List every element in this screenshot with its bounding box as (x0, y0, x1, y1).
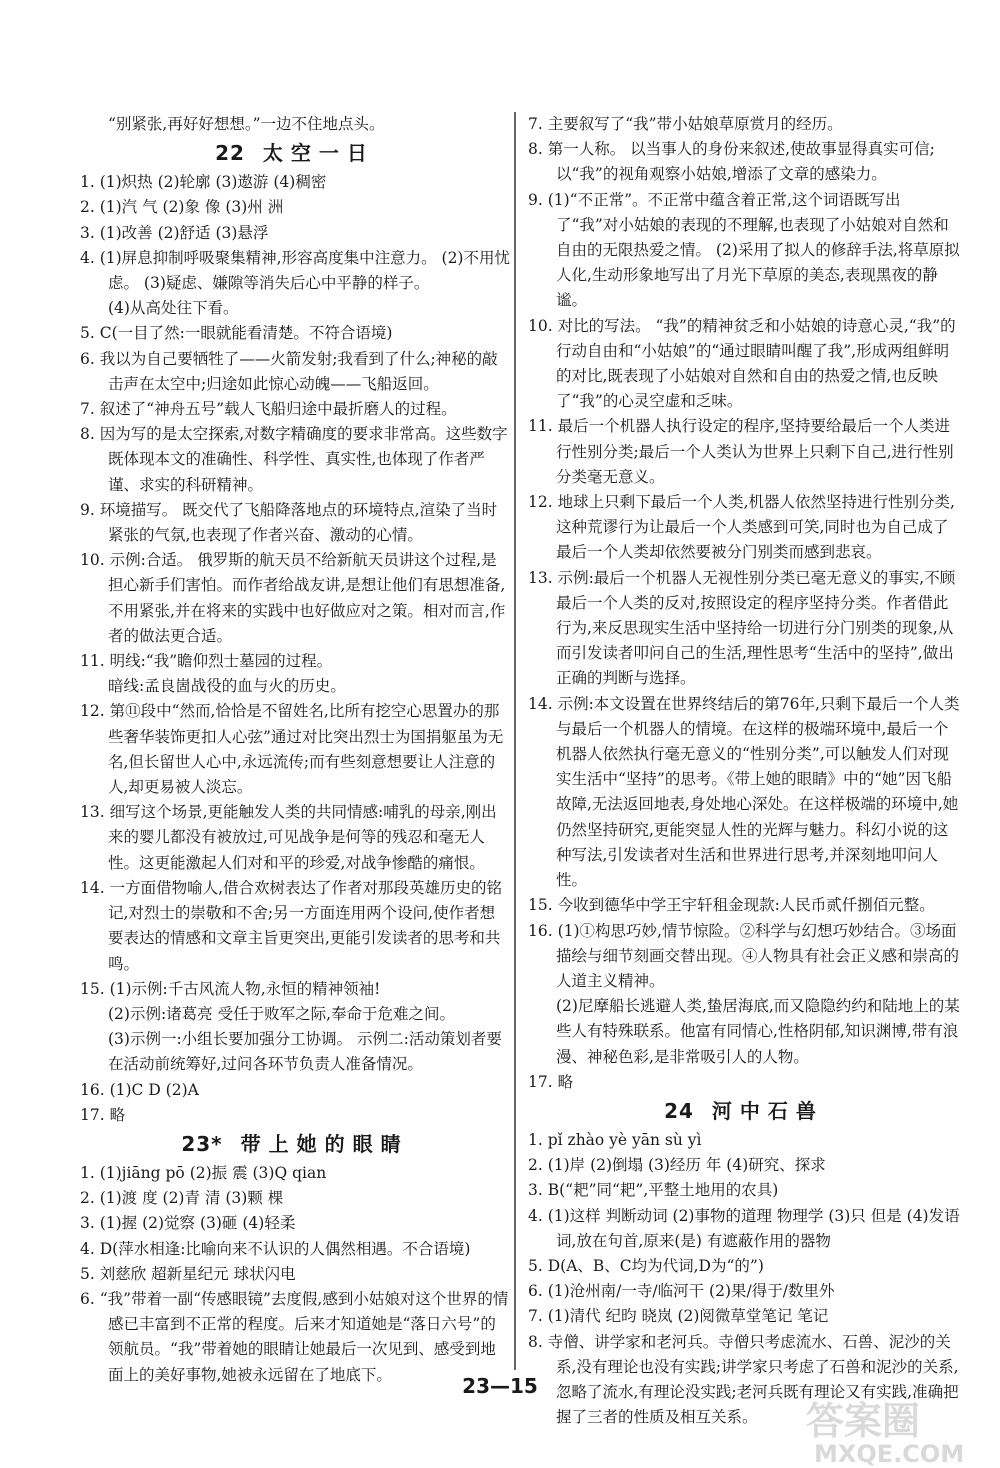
section-number: 23* (181, 1131, 223, 1156)
answer-item: 2. (1)汽 气 (2)象 像 (3)州 洲 (80, 198, 284, 217)
answer-item: 6. “我”带着一副“传感眼镜”去度假,感到小姑娘对这个世界的情感已丰富到不正常的程度。后来才知道她是“落日六号”的领航员。“我”带着她的眼睛让她最后一次见到、感受到地面上的美好事物,她被永远留在了地底下。 (80, 1289, 509, 1384)
answer-item: 5. C(一目了然:一眼就能看清楚。不符合语境) (80, 324, 393, 343)
answer-item: 8. 第一人称。 以当事人的身份来叙述,使故事显得真实可信;以“我”的视角观察小姑娘,增添了文章的感染力。 (528, 140, 935, 184)
answer-item: 4. (1)屏息抑制呼吸聚集精神,形容高度集中注意力。 (2)不用忧虑。 (3)疑虑、嫌隙等消失后心中平静的样子。 (80, 248, 510, 293)
answer-item: 14. 示例:本文设置在世界终结后的第76年,只剩下最后一个人类与最后一个机器人的情境。在这样的极端环境中,最后一个机器人依然执行毫无意义的“性别分类”,可以触发人们对现实生活中“坚持”的思考。《带上她的眼睛》中的“她”因飞船故障,无法返回地表,身处地心深处。在这样极端的环境中,她仍然坚持研究,更能突显人性的光辉与魅力。科幻小说的这种写法,引发读者对生活和世界进行思考,并深刻地叩问人性。 (528, 694, 960, 890)
answer-item: 5. 刘慈欣 超新星纪元 球状闪电 (80, 1264, 296, 1283)
answer-line: (4)从高处往下看。 (108, 299, 239, 318)
section-heading (80, 138, 510, 168)
section-heading (80, 1129, 510, 1159)
answer-item: 7. (1)清代 纪昀 晓岚 (2)阅微草堂笔记 笔记 (528, 1307, 829, 1326)
answer-line: (3)示例一:小组长要加强分工协调。 示例二:活动策划者要在活动前统筹好,过问各环节负责人准备情况。 (108, 1030, 502, 1074)
answer-item: 13. 示例:最后一个机器人无视性别分类已毫无意义的事实,不顾最后一个人类的反对,按照设定的程序坚持分类。作者借此行为,来反思现实生活中坚持给一切进行分门别类的现象,从而引发读者叩问自己的生活,理性思考“生活中的坚持”,做出正确的判断与选择。 (528, 568, 956, 688)
answer-item: 1. pǐ zhào yè yān sù yì (528, 1130, 702, 1149)
right-column (528, 112, 960, 1430)
answer-item: 8. 因为写的是太空探索,对数字精确度的要求非常高。这些数字既体现本文的准确性、科学性、真实性,也体现了作者严谨、求实的科研精神。 (80, 425, 508, 494)
answer-line: 暗线:孟良崮战役的血与火的历史。 (108, 677, 346, 696)
answer-item: 8. 寺僧、讲学家和老河兵。寺僧只考虑流水、石兽、泥沙的关系,没有理论也没有实践;讲学家只考虑了石兽和泥沙的关系,忽略了流水,有理论没实践;老河兵既有理论又有实践,准确把握了三者的性质及相互关系。 (528, 1332, 959, 1427)
watermark-bottom: MXQE.COM (814, 1440, 965, 1468)
section-number: 24 (664, 1098, 694, 1123)
answer-item: 10. 示例:合适。 俄罗斯的航天员不给新航天员讲这个过程,是担心新手们害怕。而作者给战友讲,是想让他们有思想准备,不用紧张,并在将来的实践中也好做应对之策。相对而言,作者的做法更合适。 (80, 551, 506, 645)
answer-item: 15. (1)示例:千古风流人物,永恒的精神领袖! (80, 979, 381, 998)
watermark-logo (800, 1392, 990, 1468)
answer-item: 17. 略 (80, 1105, 126, 1124)
watermark-top: 答案圈 (806, 1399, 921, 1443)
answer-item: 6. 我以为自己要牺牲了——火箭发射;我看到了什么;神秘的敲击声在太空中;归途如此惊心动魄——飞船返回。 (80, 349, 498, 393)
column-divider (514, 112, 516, 1370)
answer-item: 12. 第⑪段中“然而,恰恰是不留姓名,比所有挖空心思置办的那些奢华装饰更扣人心弦”通过对比突出烈士为国捐躯虽为无名,但长留世人心中,永远流传;而有些刻意想要让人注意的人,却更易被人淡忘。 (80, 702, 504, 797)
answer-item: 9. 环境描写。 既交代了飞船降落地点的环境特点,渲染了当时紧张的气氛,也表现了作者兴奋、激动的心情。 (80, 500, 498, 545)
answer-item: 13. 细写这个场景,更能触发人类的共同情感:哺乳的母亲,刚出来的婴儿都没有被放过,可见战争是何等的残忍和毫无人性。这更能激起人们对和平的珍爱,对战争惨酷的痛恨。 (80, 803, 497, 872)
answer-item: 3. (1)改善 (2)舒适 (3)悬浮 (80, 223, 269, 242)
answer-item: 16. (1)C D (2)A (80, 1080, 199, 1099)
answer-line: (2)示例:诸葛亮 受任于败军之际,奉命于危难之间。 (108, 1004, 456, 1023)
section-title: 太空一日 (262, 141, 375, 166)
answer-item: 14. 一方面借物喻人,借合欢树表达了作者对那段英雄历史的铭记,对烈士的崇敬和不舍;另一方面连用两个设问,使作者想要表达的情感和文章主旨更突出,更能引发读者的思考和共鸣。 (80, 878, 503, 973)
answer-item: 6. (1)沧州南/一寺/临河干 (2)果/得于/数里外 (528, 1282, 835, 1301)
answer-line: “别紧张,再好好想想。”一边不住地点头。 (108, 115, 385, 133)
answer-item: 3. B(“耙”同“耙”,平整土地用的农具) (528, 1181, 779, 1200)
answer-item: 1. (1)炽热 (2)轮廓 (3)遨游 (4)稠密 (80, 173, 327, 192)
section-title: 河中石兽 (711, 1098, 824, 1123)
answer-item: 2. (1)渡 度 (2)青 清 (3)颗 棵 (80, 1189, 284, 1208)
answer-item: 5. D(A、B、C均为代词,D为“的”) (528, 1256, 764, 1275)
answer-item: 16. (1)①构思巧妙,情节惊险。②科学与幻想巧妙结合。③场面描绘与细节刻画交替出现。④人物具有社会正义感和崇高的人道主义精神。 (528, 921, 960, 990)
answer-item: 9. (1)“不正常”。不正常中蕴含着正常,这个词语既写出了“我”对小姑娘的表现的不理解,也表现了小姑娘对自然和自由的无限热爱之情。 (2)采用了拟人的修辞手法,将草原拟人化,生动形象地写出了月光下草原的美态,表现黑夜的静谧。 (528, 190, 960, 310)
section-number: 22 (215, 141, 245, 166)
left-column (80, 112, 510, 1388)
answer-item: 17. 略 (528, 1072, 574, 1091)
answer-item: 4. (1)这样 判断动词 (2)事物的道理 物理学 (3)只 但是 (4)发语词,放在句首,原来(是) 有遮蔽作用的器物 (528, 1206, 960, 1250)
answer-item: 7. 叙述了“神舟五号”载人飞船归途中最折磨人的过程。 (80, 400, 457, 419)
answer-item: 11. 明线:“我”瞻仰烈士墓园的过程。 (80, 652, 333, 671)
answer-item: 15. 今收到德华中学王宇轩租金现款:人民币贰仟捌佰元整。 (528, 896, 935, 915)
section-title: 带上她的眼睛 (240, 1131, 409, 1156)
section-heading (528, 1096, 960, 1126)
answer-item: 10. 对比的写法。 “我”的精神贫乏和小姑娘的诗意心灵,“我”的行动自由和“小姑娘”的“通过眼睛叫醒了我”,形成两组鲜明的对比,既表现了小姑娘对自然和自由的热爱之情,也反映了“我”的心灵空虚和乏味。 (528, 316, 956, 411)
answer-item: 11. 最后一个机器人执行设定的程序,坚持要给最后一个人类进行性别分类;最后一个人类认为世界上只剩下自己,进行性别分类毫无意义。 (528, 417, 954, 486)
answer-item: 3. (1)握 (2)觉察 (3)砸 (4)轻柔 (80, 1214, 296, 1233)
answer-item: 2. (1)岸 (2)倒塌 (3)经历 年 (4)研究、探求 (528, 1156, 826, 1175)
answer-item: 1. (1)jiāng pō (2)振 震 (3)Q qian (80, 1163, 327, 1182)
answer-item: 4. D(萍水相逢:比喻向来不认识的人偶然相遇。不合语境) (80, 1239, 471, 1258)
answer-item: 7. 主要叙写了“我”带小姑娘草原赏月的经历。 (528, 115, 843, 133)
page-number: 23—15 (462, 1374, 538, 1398)
answer-item: 12. 地球上只剩下最后一个人类,机器人依然坚持进行性别分类,这种荒谬行为让最后一个人类感到可笑,同时也为自己成了最后一个人类却依然要被分门别类而感到悲哀。 (528, 493, 955, 562)
answer-line: (2)尼摩船长逃避人类,蛰居海底,而又隐隐约约和陆地上的某些人有特殊联系。他富有同情心,性格阴郁,知识渊博,带有浪漫、神秘色彩,是非常吸引人的人物。 (556, 997, 960, 1066)
